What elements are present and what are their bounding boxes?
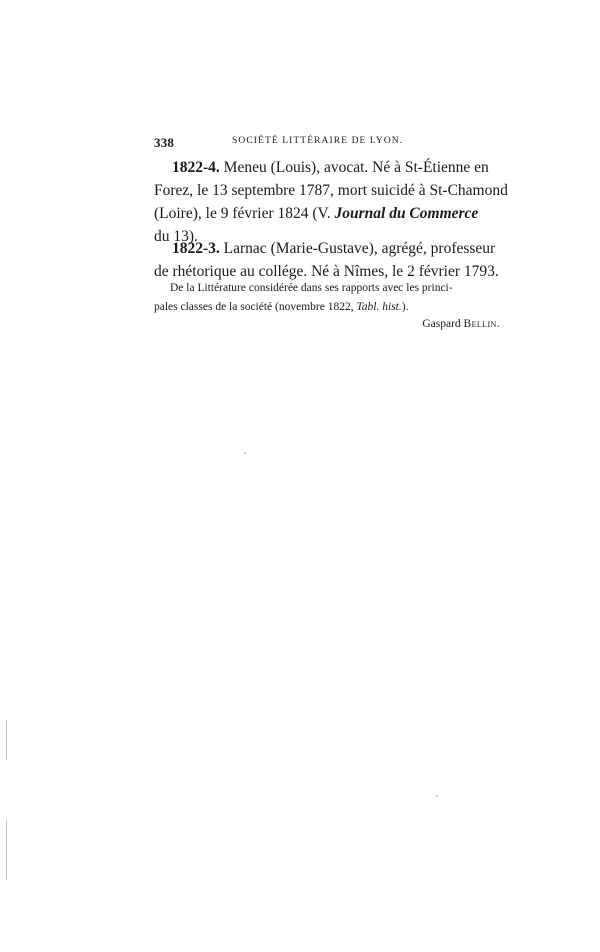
entry-id: 1822-3. — [172, 240, 220, 257]
entry-line: Forez, le 13 septembre 1787, mort suicidé à St-Chamond — [154, 182, 508, 199]
reference-abbrev: Tabl. hist. — [356, 301, 402, 313]
work-citation — [154, 279, 500, 317]
entry-line: (Loire), le 9 février 1824 (V. Journal du Commerce — [154, 205, 479, 222]
running-title: SOCIÉTÉ LITTÉRAIRE DE LYON. — [232, 136, 404, 146]
work-line: pales classes de la société (novembre 1822, Tabl. hist.). — [154, 301, 409, 313]
scan-speck — [244, 452, 246, 454]
scan-speck — [6, 720, 7, 760]
scan-speck — [6, 820, 7, 880]
author-signature: Gaspard Bellin. — [422, 318, 500, 330]
work-line: De la Littérature considérée dans ses rapports avec les princi- — [170, 282, 453, 294]
entry-line: 1822-3. Larnac (Marie-Gustave), agrégé, professeur — [172, 240, 496, 257]
page-header — [154, 135, 500, 151]
entry-line: du 13). — [154, 228, 198, 245]
scan-speck — [436, 795, 438, 797]
entry-line: de rhétorique au collége. Né à Nîmes, le 2 février 1793. — [154, 263, 499, 280]
page-number: 338 — [154, 135, 175, 150]
entry-line: 1822-4. Meneu (Louis), avocat. Né à St-Étienne en — [172, 159, 489, 176]
entry-id: 1822-4. — [172, 159, 220, 176]
journal-title: Journal du Commerce — [334, 205, 479, 222]
member-entry-larnac — [154, 237, 500, 283]
member-entry-meneu — [154, 156, 508, 248]
